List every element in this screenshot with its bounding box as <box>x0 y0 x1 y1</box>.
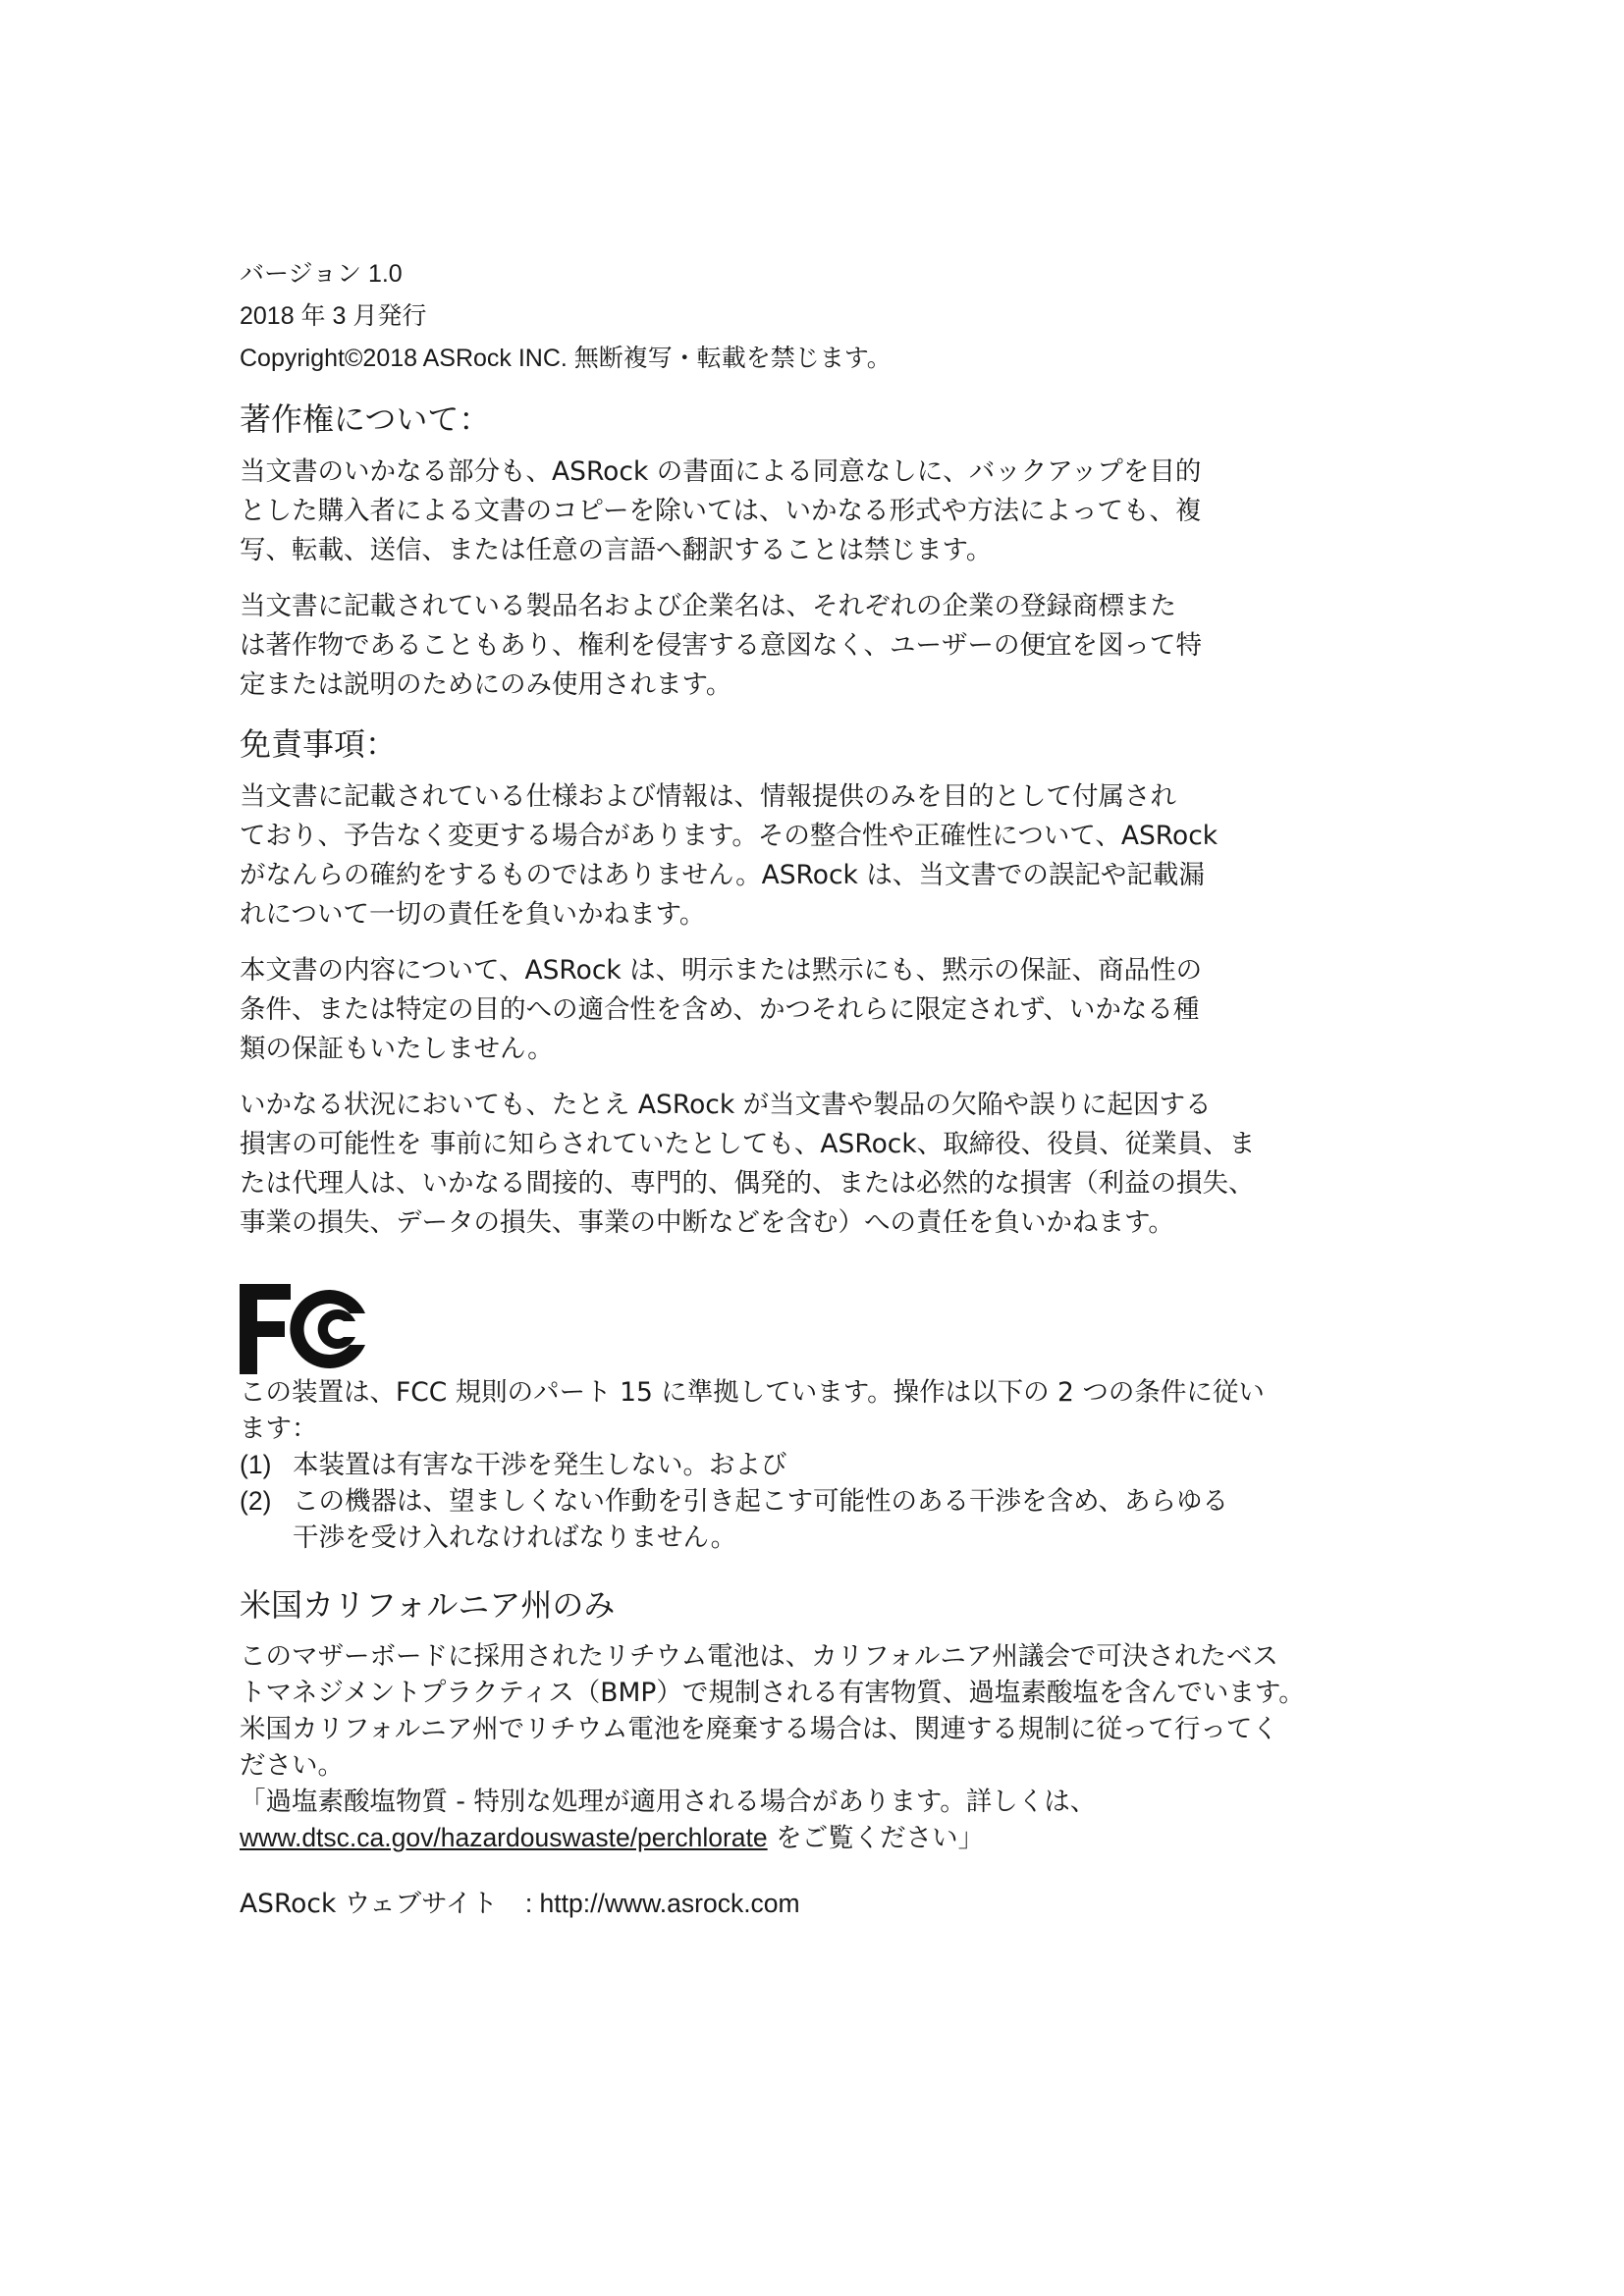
text-line: 干渉を受け入れなければなりません。 <box>293 1522 737 1553</box>
copyright-heading: 著作権について： <box>240 400 491 438</box>
text-line: 当文書に記載されている仕様および情報は、情報提供のみを目的として付属され <box>240 781 1176 812</box>
text-line: ださい。 <box>240 1750 344 1781</box>
fcc-condition-2 <box>240 1483 1467 1556</box>
fcc-logo-icon <box>240 1284 369 1374</box>
issue-date: 2018 年 3 月発行 <box>240 302 427 330</box>
text-line: 写、転載、送信、または任意の言語へ翻訳することは禁じます。 <box>240 535 993 565</box>
text-line: れについて一切の責任を負いかねます。 <box>240 899 706 930</box>
url-suffix: をご覧ください」 <box>767 1823 985 1853</box>
list-number: (1) <box>240 1450 272 1479</box>
text-line: このマザーボードに採用されたリチウム電池は、カリフォルニア州議会で可決されたベス <box>240 1641 1278 1672</box>
version-text: バージョン 1.0 <box>240 260 403 288</box>
california-notice <box>240 1638 1467 1856</box>
text-line: は著作物であることもあり、権利を侵害する意図なく、ユーザーの便宜を図って特 <box>240 630 1202 661</box>
list-number: (2) <box>240 1486 272 1516</box>
disclaimer-paragraph-1 <box>240 777 1467 934</box>
text-line: 当文書に記載されている製品名および企業名は、それぞれの企業の登録商標また <box>240 591 1176 621</box>
text-line: 条件、または特定の目的への適合性を含め、かつそれらに限定されず、いかなる種 <box>240 994 1200 1025</box>
text-line: 本文書の内容について、ASRock は、明示または黙示にも、黙示の保証、商品性の <box>240 955 1203 986</box>
text-line: 損害の可能性を 事前に知らされていたとしても、ASRock、取締役、役員、従業員、ま <box>240 1129 1256 1159</box>
document-meta <box>240 253 1467 380</box>
text-line: たは代理人は、いかなる間接的、専門的、偶発的、または必然的な損害（利益の損失、 <box>240 1168 1255 1199</box>
url-line <box>240 1820 1467 1856</box>
text-line: がなんらの確約をするものではありません。ASRock は、当文書での誤記や記載漏 <box>240 860 1205 890</box>
disclaimer-paragraph-2 <box>240 951 1467 1069</box>
text-line: とした購入者による文書のコピーを除いては、いかなる形式や方法によっても、複 <box>240 496 1202 526</box>
fcc-statement <box>240 1374 1467 1447</box>
text-line: 「過塩素酸塩物質 - 特別な処理が適用される場合があります。詳しくは、 <box>240 1787 1097 1817</box>
text-line: 本装置は有害な干渉を発生しない。および <box>293 1450 787 1480</box>
copyright-paragraph-1 <box>240 453 1467 570</box>
document-page <box>240 253 1467 1924</box>
disclaimer-heading: 免責事項： <box>240 725 398 763</box>
copyright-notice: Copyright©2018 ASRock INC. 無断複写・転載を禁じます。 <box>240 345 892 372</box>
text-line: ており、予告なく変更する場合があります。その整合性や正確性について、ASRock <box>240 821 1218 851</box>
website-label: ASRock ウェブサイト <box>240 1889 498 1919</box>
text-line: 当文書のいかなる部分も、ASRock の書面による同意なしに、バックアップを目的 <box>240 456 1202 487</box>
text-line: 類の保証もいたしません。 <box>240 1034 554 1064</box>
text-line: 事業の損失、データの損失、事業の中断などを含む）への責任を負いかねます。 <box>240 1207 1174 1238</box>
text-line: ます： <box>240 1414 318 1444</box>
text-line: この装置は、FCC 規則のパート 15 に準拠しています。操作は以下の 2 つの条件に従い <box>240 1377 1265 1408</box>
text-line: 米国カリフォルニア州でリチウム電池を廃棄する場合は、関連する規制に従って行ってく <box>240 1714 1278 1744</box>
disclaimer-paragraph-3 <box>240 1086 1467 1243</box>
text-line: トマネジメントプラクティス（BMP）で規制される有害物質、過塩素酸塩を含んでいます。 <box>240 1678 1305 1708</box>
text-line: 定または説明のためにのみ使用されます。 <box>240 669 732 700</box>
copyright-paragraph-2 <box>240 587 1467 705</box>
fcc-condition-1 <box>240 1447 1467 1483</box>
california-heading: 米国カリフォルニア州のみ <box>240 1586 616 1624</box>
website-line <box>240 1884 1467 1924</box>
text-line: いかなる状況においても、たとえ ASRock が当文書や製品の欠陥や誤りに起因する <box>240 1090 1212 1120</box>
website-url[interactable]: : http://www.asrock.com <box>524 1889 800 1918</box>
perchlorate-link[interactable]: www.dtsc.ca.gov/hazardouswaste/perchlorate <box>240 1823 768 1852</box>
text-line: この機器は、望ましくない作動を引き起こす可能性のある干渉を含め、あらゆる <box>293 1486 1228 1517</box>
